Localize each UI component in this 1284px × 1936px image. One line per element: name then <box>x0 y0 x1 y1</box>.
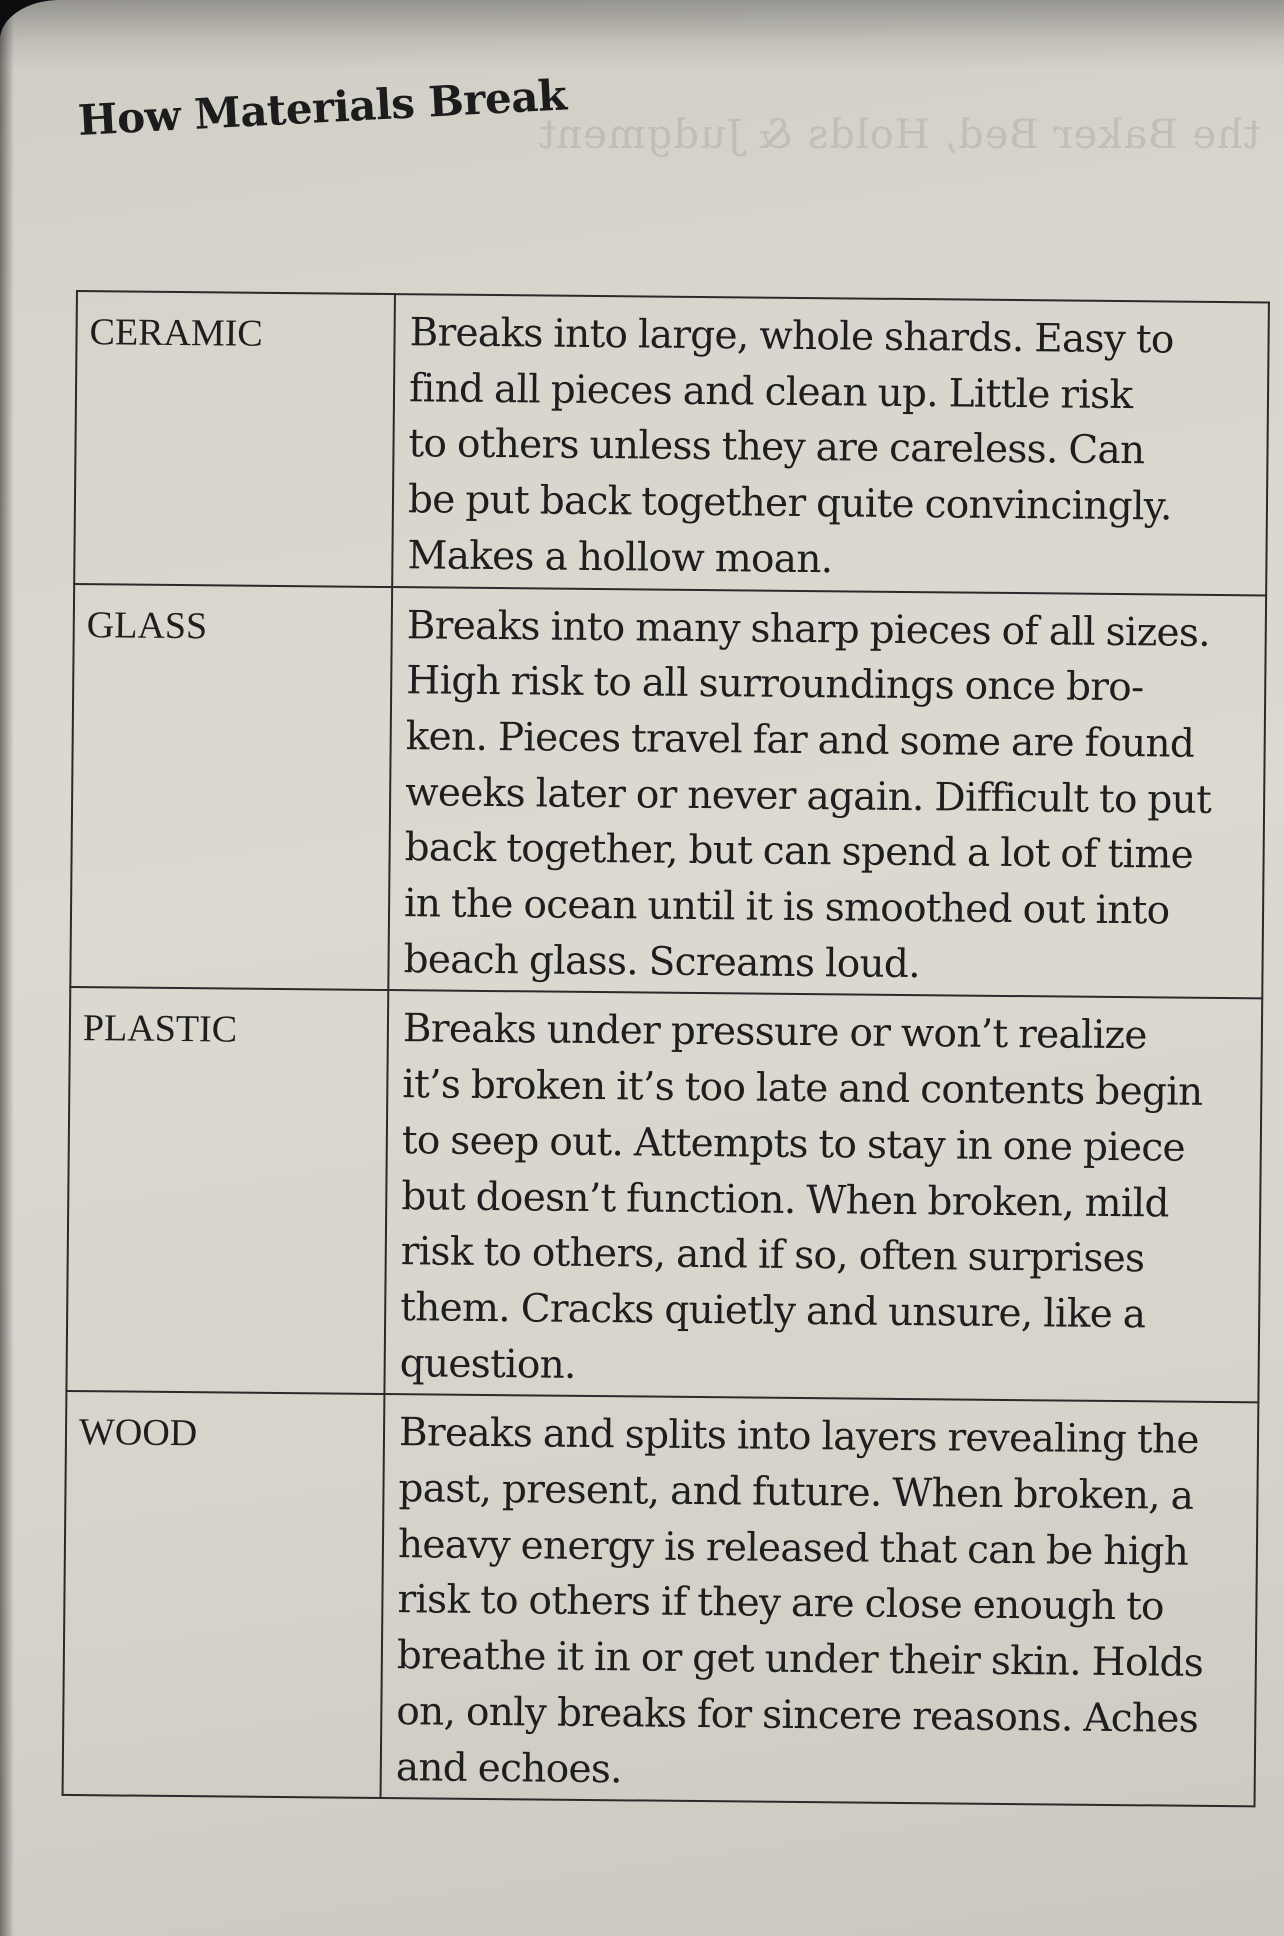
table-row-wood <box>63 1391 1259 1806</box>
description-line: risk to others, and if so, often surprises <box>400 1229 1145 1282</box>
description-line: Makes a hollow moan. <box>407 533 833 583</box>
material-description-ceramic <box>392 294 1269 595</box>
description-line: Breaks under pressure or won’t realize <box>402 1006 1147 1059</box>
material-name-glass: GLASS <box>70 584 392 991</box>
description-line: it’s broken it’s too late and contents begin <box>402 1062 1203 1115</box>
material-description-glass <box>388 587 1266 999</box>
bleed-through-text: the Baker Bed, Holds & Judgment <box>538 112 1260 158</box>
description-line: Breaks and splits into layers revealing the <box>398 1410 1199 1464</box>
description-line: High risk to all surroundings once bro- <box>406 658 1144 711</box>
description-line: ken. Pieces travel far and some are found <box>405 714 1195 767</box>
description-line: breathe it in or get under their skin. Holds <box>396 1633 1204 1687</box>
description-line: be put back together quite convincingly. <box>407 477 1172 530</box>
description-line: them. Cracks quietly and unsure, like a <box>400 1285 1146 1338</box>
description-line: Breaks into large, whole shards. Easy to <box>409 310 1174 363</box>
material-description-wood <box>381 1394 1259 1806</box>
material-name-wood: WOOD <box>63 1391 385 1798</box>
description-line: past, present, and future. When broken, a <box>398 1466 1194 1519</box>
material-name-ceramic: CERAMIC <box>74 291 395 587</box>
description-line: risk to others if they are close enough to <box>397 1577 1165 1630</box>
description-line: on, only breaks for sincere reasons. Aches <box>396 1689 1199 1742</box>
description-line: heavy energy is released that can be high <box>397 1521 1189 1575</box>
description-line: beach glass. Screams loud. <box>403 936 921 987</box>
description-line: weeks later or never again. Difficult to put <box>404 769 1212 823</box>
table-row-glass <box>70 584 1266 999</box>
table-row-ceramic <box>74 291 1269 595</box>
material-description-plastic <box>384 990 1262 1402</box>
description-line: in the ocean until it is smoothed out into <box>403 881 1170 934</box>
page-top-shadow <box>0 0 1284 70</box>
description-line: Breaks into many sharp pieces of all sizes. <box>406 602 1211 656</box>
materials-table <box>62 290 1270 1808</box>
description-line: question. <box>399 1340 576 1388</box>
page-heading: How Materials Break <box>76 70 568 145</box>
description-line: back together, but can spend a lot of time <box>404 825 1194 879</box>
description-line: to others unless they are careless. Can <box>408 421 1145 474</box>
materials-table-wrapper <box>62 290 1274 1808</box>
page-left-shadow <box>0 0 14 1936</box>
table-row-plastic <box>66 987 1262 1402</box>
description-line: find all pieces and clean up. Little risk <box>408 365 1133 418</box>
description-line: and echoes. <box>395 1744 623 1792</box>
description-line: but doesn’t function. When broken, mild <box>401 1173 1169 1227</box>
description-line: to seep out. Attempts to stay in one piece <box>401 1118 1186 1171</box>
material-name-plastic: PLASTIC <box>66 987 388 1394</box>
